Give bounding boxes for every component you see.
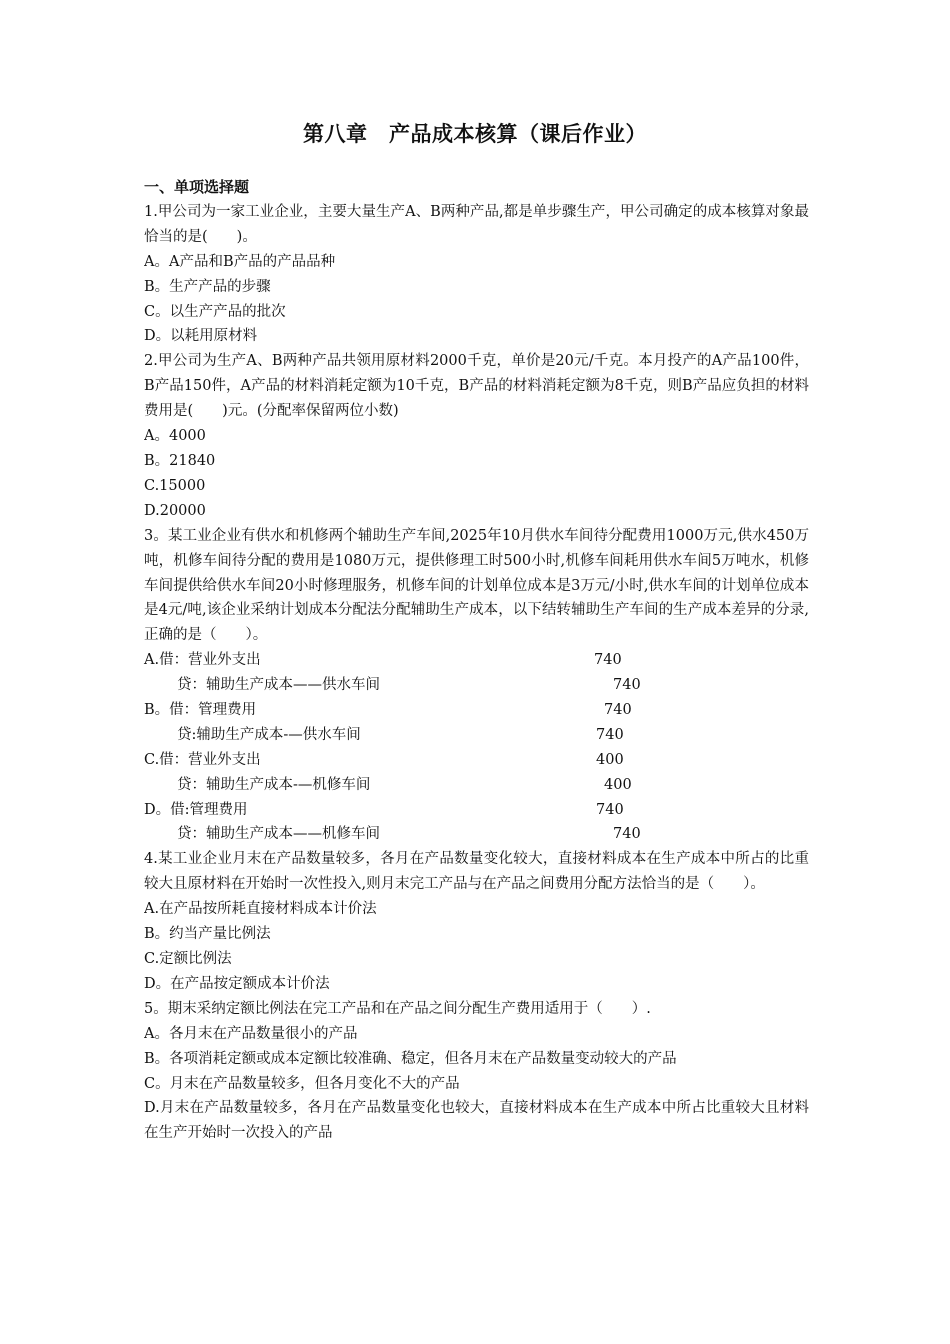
debit-amount: 400 [596, 751, 624, 768]
credit-amount: 740 [613, 677, 641, 694]
journal-debit-line [144, 798, 809, 823]
credit-amount: 740 [596, 726, 624, 743]
debit-entry: A.借：营业外支出 [144, 652, 261, 669]
page-title: 第八章 产品成本核算（课后作业） [303, 122, 647, 146]
question-3 [144, 524, 809, 848]
question-2 [144, 349, 809, 523]
question-5 [144, 997, 809, 1146]
credit-entry: 贷：辅助生产成本——供水车间 [177, 677, 380, 694]
document-body [144, 175, 809, 1146]
option-a: A.在产品按所耗直接材料成本计价法 [144, 901, 377, 918]
credit-entry: 贷:辅助生产成本-—供水车间 [177, 726, 361, 743]
question-stem: 4.某工业企业月末在产品数量较多，各月在产品数量变化较大，直接材料成本在生产成本中所占的比重较大且原材料在开始时一次性投入,则月末完工产品与在产品之间费用分配方法恰当的是（ ）。 [144, 851, 809, 893]
option-c: C.定额比例法 [144, 950, 232, 967]
credit-entry: 贷：辅助生产成本——机修车间 [177, 826, 380, 843]
journal-debit-line [144, 748, 809, 773]
credit-entry: 贷：辅助生产成本-—机修车间 [177, 776, 371, 793]
option-b: B。各项消耗定额或成本定额比较准确、稳定，但各月末在产品数量变动较大的产品 [144, 1050, 677, 1067]
journal-credit-line [144, 822, 809, 847]
journal-debit-line [144, 648, 809, 673]
option-c: C。以生产产品的批次 [144, 303, 286, 320]
debit-entry: D。借:管理费用 [144, 801, 248, 818]
option-d: D.20000 [144, 502, 206, 519]
question-stem: 3。某工业企业有供水和机修两个辅助生产车间,2025年10月供水车间待分配费用1000万元,供水450万吨，机修车间待分配的费用是1080万元，提供修理工时500小时,机修车间耗用供水车间5万吨水，机修车间提供给供水车间20小时修理服务，机修车间的计划单位成本是3万元/小时,供水车间的计划单位成本是4元/吨,该企业采纳计划成本分配法分配辅助生产成本，以下结转辅助生产车间的生产成本差异的分录,正确的是（ ）。 [144, 527, 809, 644]
option-a: A。4000 [144, 428, 206, 445]
journal-credit-line [144, 673, 809, 698]
section-heading: 一、单项选择题 [144, 178, 250, 196]
debit-amount: 740 [594, 652, 622, 669]
option-d: D。在产品按定额成本计价法 [144, 975, 330, 992]
debit-entry: B。借：管理费用 [144, 702, 257, 718]
question-stem: 2.甲公司为生产A、B两种产品共领用原材料2000千克，单价是20元/千克。本月投产的A产品100件，B产品150件，A产品的材料消耗定额为10千克，B产品的材料消耗定额为8千克，则B产品应负担的材料费用是( )元。(分配率保留两位小数) [144, 353, 809, 420]
question-4 [144, 847, 809, 996]
credit-amount: 400 [604, 776, 632, 793]
credit-amount: 740 [613, 826, 641, 843]
question-1 [144, 200, 809, 349]
option-d: D.月末在产品数量较多，各月在产品数量变化也较大，直接材料成本在生产成本中所占比重较大且材料在生产开始时一次投入的产品 [144, 1100, 809, 1142]
journal-credit-line [144, 773, 809, 798]
option-a: A。各月末在产品数量很小的产品 [144, 1025, 358, 1042]
debit-entry: C.借：营业外支出 [144, 751, 261, 768]
option-a: A。A产品和B产品的产品品种 [144, 253, 336, 270]
journal-debit-line [144, 698, 809, 723]
journal-credit-line [144, 723, 809, 748]
debit-amount: 740 [596, 801, 624, 818]
question-stem: 5。期末采纳定额比例法在完工产品和在产品之间分配生产费用适用于（ ）. [144, 1000, 651, 1017]
option-c: C.15000 [144, 477, 206, 494]
option-b: B。21840 [144, 452, 216, 469]
option-c: C。月末在产品数量较多，但各月变化不大的产品 [144, 1075, 460, 1092]
option-b: B。生产产品的步骤 [144, 278, 271, 295]
option-b: B。约当产量比例法 [144, 926, 271, 943]
option-d: D。以耗用原材料 [144, 328, 258, 345]
debit-amount: 740 [604, 702, 632, 718]
question-stem: 1.甲公司为一家工业企业，主要大量生产A、B两种产品,都是单步骤生产，甲公司确定的成本核算对象最恰当的是( )。 [144, 203, 809, 245]
